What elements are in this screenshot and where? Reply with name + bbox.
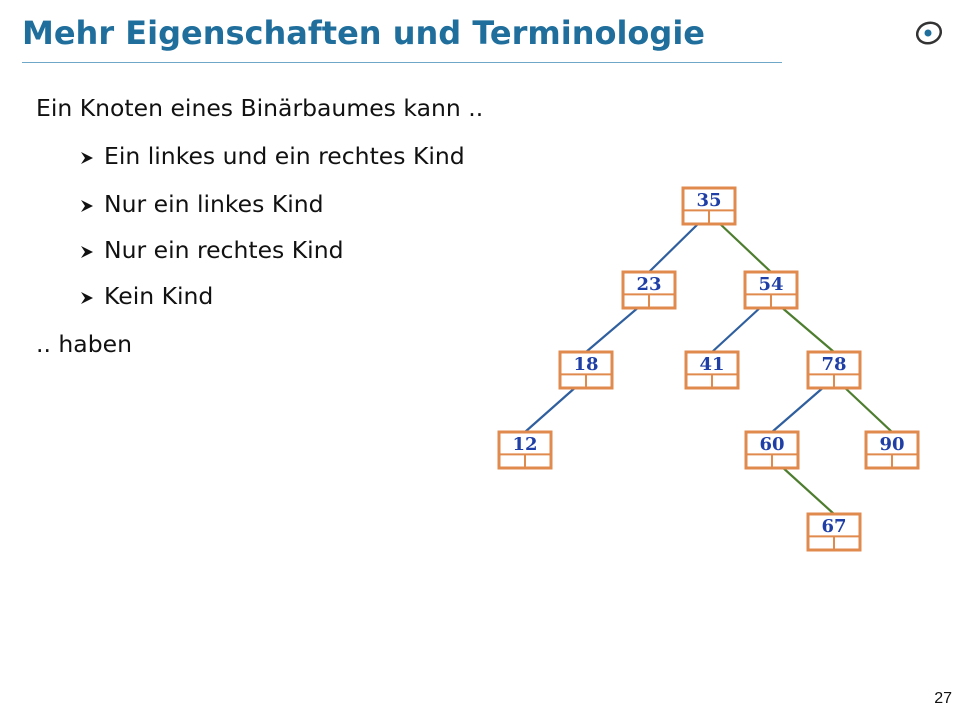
tree-node — [866, 432, 918, 468]
eiffel-logo-icon — [912, 18, 946, 48]
bullet-item — [79, 190, 324, 218]
arrow-bullet-icon — [79, 244, 95, 260]
node-value: 60 — [759, 434, 785, 455]
bullet-item — [79, 142, 465, 170]
tree-node — [808, 514, 860, 550]
tree-edge-left — [772, 386, 825, 432]
tree-node — [746, 432, 798, 468]
bullet-text: Ein linkes und ein rechtes Kind — [104, 142, 465, 170]
bullet-item — [79, 282, 213, 310]
tree-edge-right — [718, 222, 771, 272]
tree-edge-left — [586, 306, 640, 352]
node-value: 23 — [636, 274, 662, 295]
arrow-bullet-icon — [79, 150, 95, 166]
title-divider — [22, 62, 782, 63]
tree-node — [686, 352, 738, 388]
node-value: 90 — [879, 434, 905, 455]
node-value: 35 — [696, 190, 722, 211]
page-number: 27 — [934, 690, 952, 707]
node-value: 54 — [758, 274, 784, 295]
arrow-bullet-icon — [79, 290, 95, 306]
tree-edge-right — [781, 466, 834, 514]
node-value: 78 — [821, 354, 847, 375]
node-value: 18 — [573, 354, 599, 375]
node-value: 67 — [821, 516, 847, 537]
bullet-text: Kein Kind — [104, 282, 214, 310]
binary-tree-diagram — [490, 180, 930, 570]
intro-text: Ein Knoten eines Binärbaumes kann .. — [36, 94, 484, 122]
bullet-text: Nur ein rechtes Kind — [104, 236, 344, 264]
bullet-item — [79, 236, 344, 264]
tree-node — [560, 352, 612, 388]
arrow-bullet-icon — [79, 198, 95, 214]
node-value: 41 — [699, 354, 725, 375]
tree-node — [745, 272, 797, 308]
bullet-text: Nur ein linkes Kind — [104, 190, 324, 218]
tree-edge-right — [843, 386, 892, 432]
tree-edge-left — [525, 386, 577, 432]
tree-node — [683, 188, 735, 224]
tree-node — [808, 352, 860, 388]
outro-text: .. haben — [36, 330, 132, 358]
tree-node — [623, 272, 675, 308]
tree-node — [499, 432, 551, 468]
tree-edge-right — [780, 306, 834, 352]
node-value: 12 — [512, 434, 538, 455]
tree-edge-left — [649, 222, 700, 272]
tree-edge-left — [712, 306, 762, 352]
slide-title: Mehr Eigenschaften und Terminologie — [22, 14, 705, 52]
